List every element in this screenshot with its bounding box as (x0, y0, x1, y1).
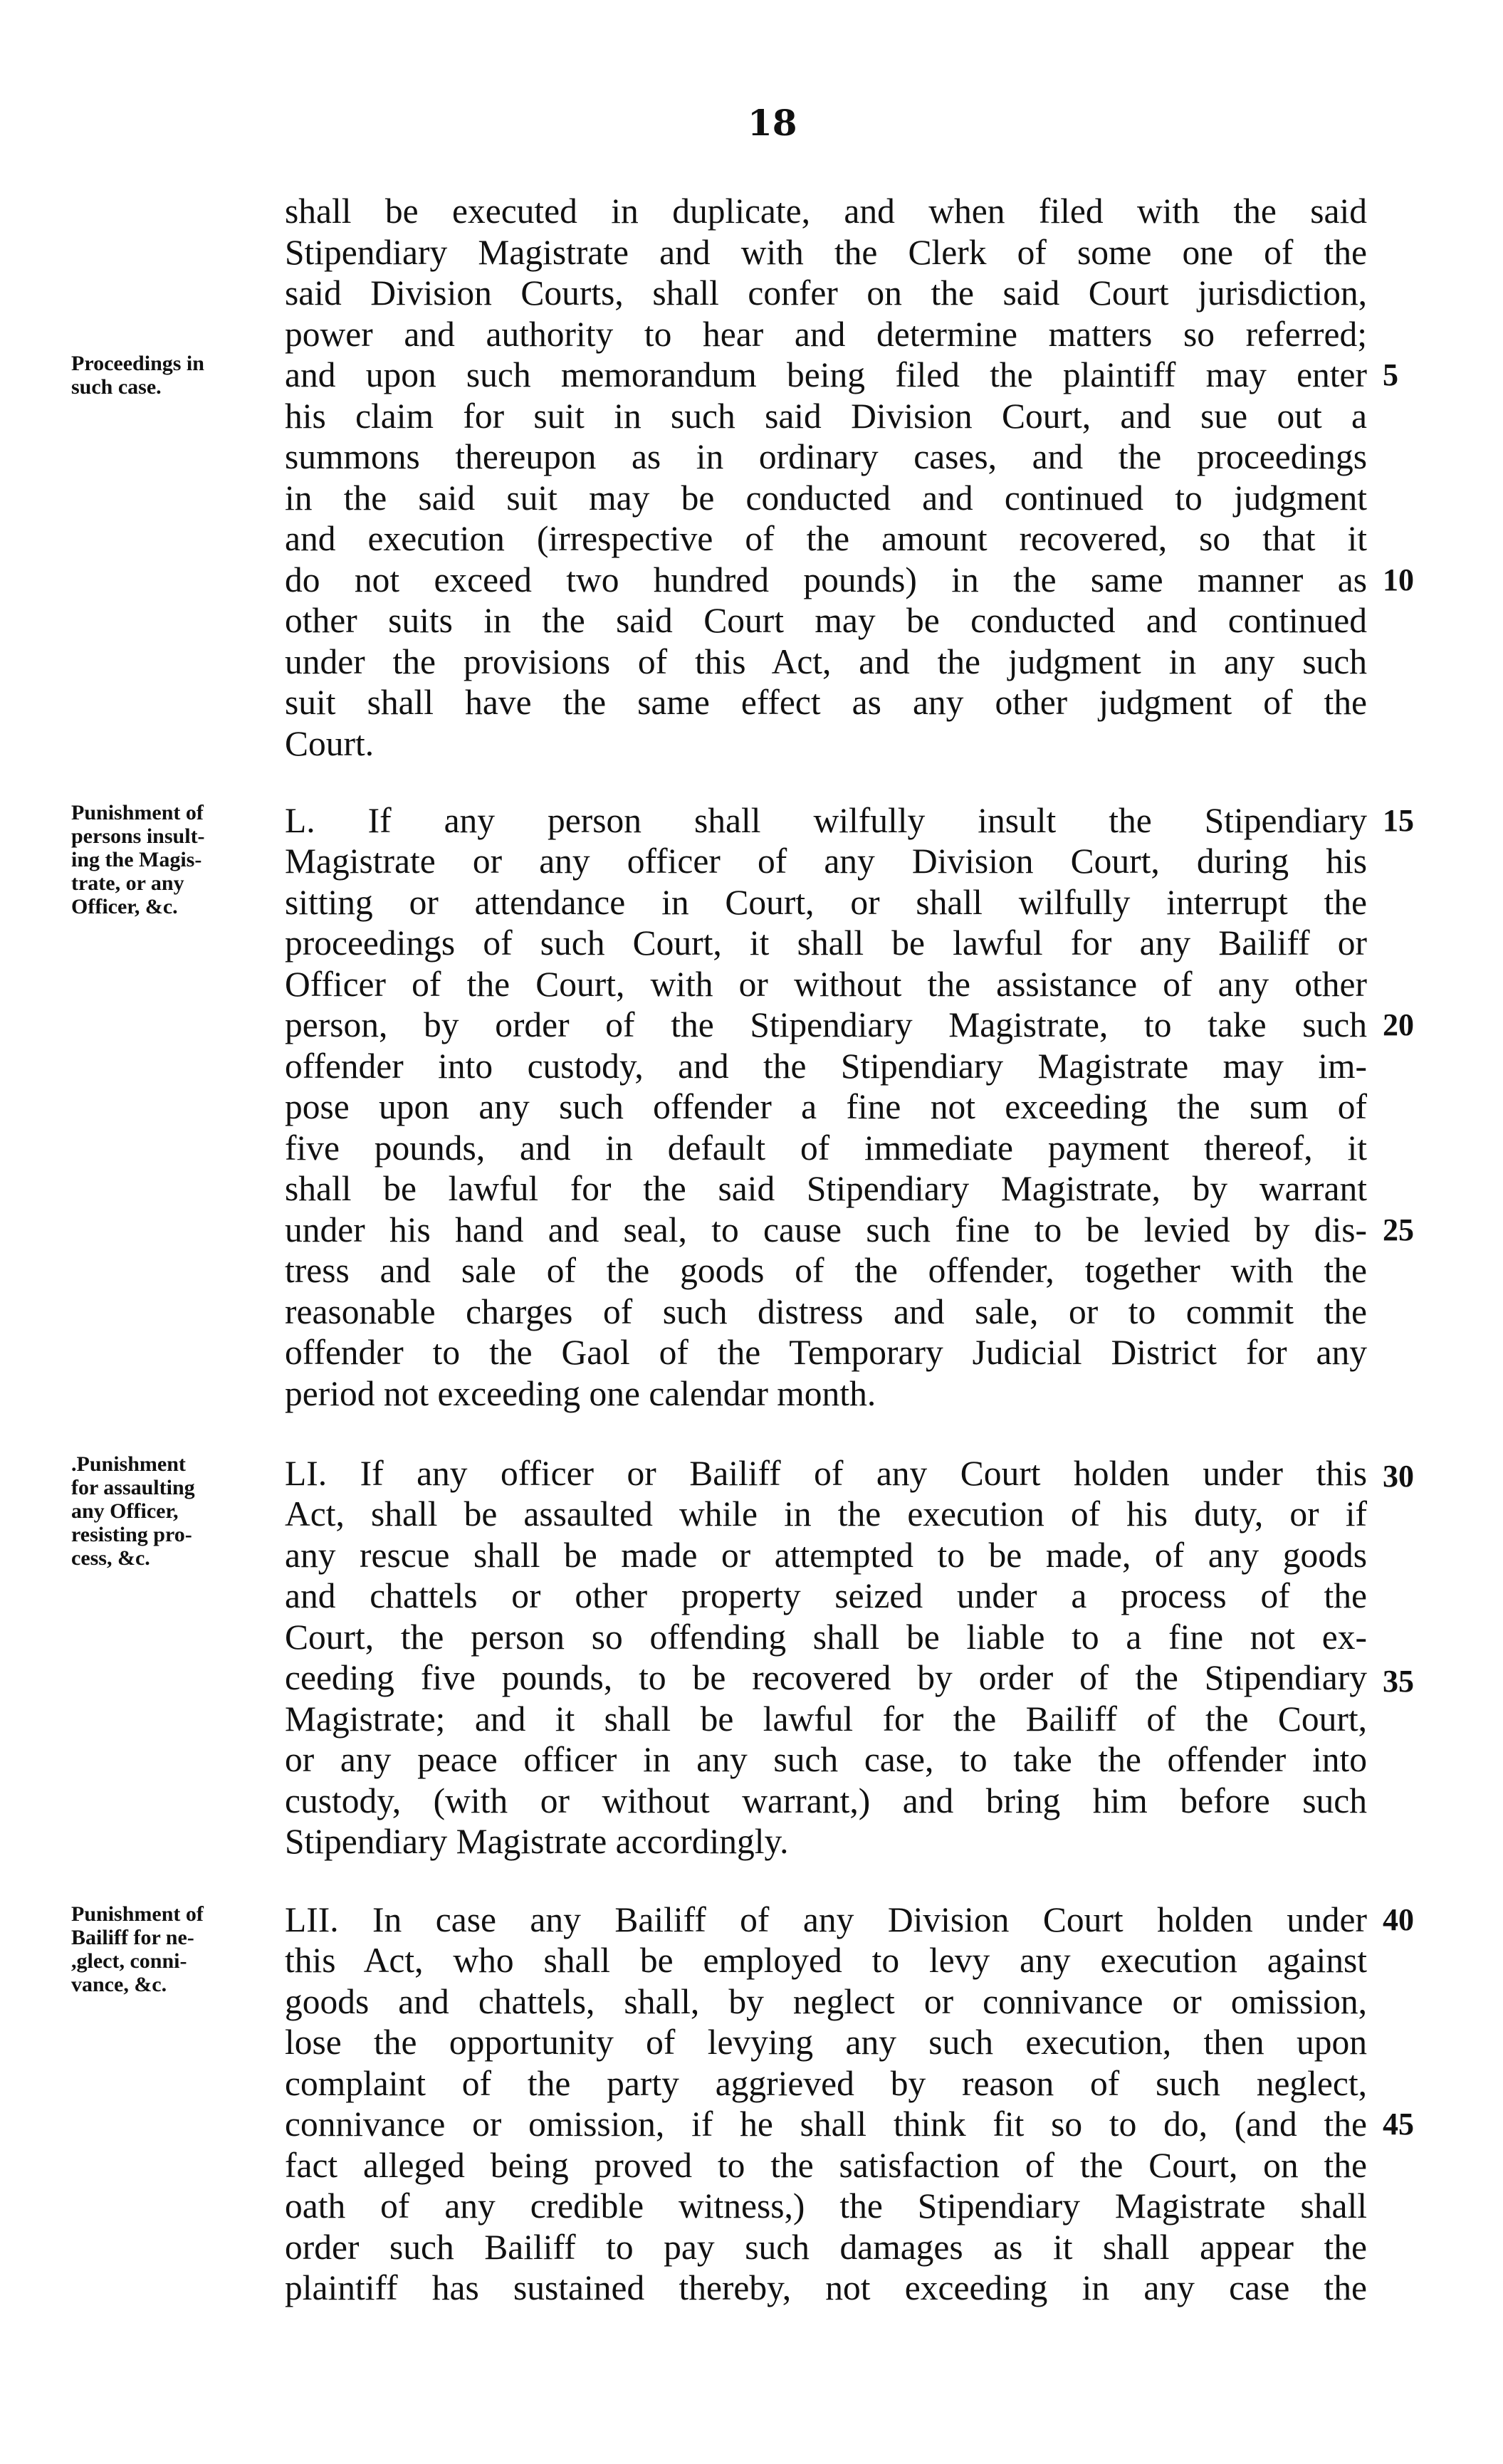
text-line: Magistrate; and it shall be lawful for the Bailiff of the Court, (285, 1699, 1367, 1739)
text-line: Stipendiary Magistrate accordingly. (285, 1822, 789, 1861)
text-line: Officer of the Court, with or without the assistance of any other (285, 965, 1367, 1004)
text-line: sitting or attendance in Court, or shall wilfully interrupt the (285, 883, 1367, 922)
text-line: reasonable charges of such distress and sale, or to commit the (285, 1292, 1367, 1331)
line-number: 40 (1383, 1902, 1414, 1937)
line-number: 5 (1383, 357, 1398, 392)
text-line: lose the opportunity of levying any such execution, then upon (285, 2023, 1367, 2062)
text-line: tress and sale of the goods of the offender, together with the (285, 1251, 1367, 1290)
text-line: complaint of the party aggrieved by reason of such neglect, (285, 2064, 1367, 2103)
margin-note-line: trate, or any (71, 871, 184, 895)
margin-note-line: Proceedings in (71, 352, 204, 375)
text-line: offender into custody, and the Stipendiary Magistrate may im- (285, 1047, 1367, 1086)
text-line: under the provisions of this Act, and the judgment in any such (285, 642, 1367, 681)
margin-note-line: resisting pro- (71, 1523, 192, 1546)
margin-note-line: ing the Magis- (71, 848, 202, 871)
text-line: order such Bailiff to pay such damages as it shall appear the (285, 2228, 1367, 2267)
text-line: shall be executed in duplicate, and when filed with the said (285, 192, 1367, 231)
text-line: and execution (irrespective of the amount recovered, so that it (285, 519, 1367, 558)
margin-note-punishment-insult (71, 801, 285, 918)
text-line: and chattels or other property seized under a process of the (285, 1576, 1367, 1615)
text-line: shall be lawful for the said Stipendiary Magistrate, by warrant (285, 1169, 1367, 1208)
line-number: 35 (1383, 1664, 1414, 1699)
margin-note-line: Punishment of (71, 1902, 204, 1926)
text-line: period not exceeding one calendar month. (285, 1374, 876, 1413)
text-line: suit shall have the same effect as any other judgment of the (285, 683, 1367, 722)
margin-note-line: .Punishment (71, 1452, 186, 1476)
text-line: Act, shall be assaulted while in the execution of his duty, or if (285, 1494, 1367, 1534)
text-line: oath of any credible witness,) the Stipendiary Magistrate shall (285, 2186, 1367, 2226)
text-line: LII. In case any Bailiff of any Division Court holden under (285, 1900, 1367, 1939)
text-line: proceedings of such Court, it shall be lawful for any Bailiff or (285, 923, 1367, 963)
text-line: fact alleged being proved to the satisfaction of the Court, on the (285, 2146, 1367, 2185)
text-line: other suits in the said Court may be conducted and continued (285, 601, 1367, 640)
text-line: or any peace officer in any such case, to take the offender into (285, 1740, 1367, 1779)
line-number: 45 (1383, 2107, 1414, 2141)
margin-note-line: Officer, &c. (71, 895, 178, 918)
text-line: in the said suit may be conducted and continued to judgment (285, 478, 1367, 518)
text-line: ceeding five pounds, to be recovered by order of the Stipendiary (285, 1658, 1367, 1697)
line-number: 25 (1383, 1212, 1414, 1247)
margin-note-line: vance, &c. (71, 1973, 167, 1996)
text-line: offender to the Gaol of the Temporary Judicial District for any (285, 1333, 1367, 1372)
text-line: Magistrate or any officer of any Division Court, during his (285, 842, 1367, 881)
text-line: do not exceed two hundred pounds) in the same manner as (285, 560, 1367, 599)
text-line: L. If any person shall wilfully insult the Stipendiary (285, 801, 1367, 840)
text-line: custody, (with or without warrant,) and bring him before such (285, 1781, 1367, 1820)
text-line: any rescue shall be made or attempted to be made, of any goods (285, 1536, 1367, 1575)
text-line: said Division Courts, shall confer on the said Court jurisdiction, (285, 273, 1367, 313)
margin-note-line: any Officer, (71, 1499, 179, 1523)
margin-note-line: ,glect, conni- (71, 1949, 187, 1973)
margin-note-line: for assaulting (71, 1476, 195, 1499)
line-number: 15 (1383, 803, 1414, 838)
margin-note-line: cess, &c. (71, 1546, 150, 1570)
line-number: 20 (1383, 1007, 1414, 1042)
text-line: under his hand and seal, to cause such fine to be levied by dis- (285, 1210, 1367, 1249)
text-line: power and authority to hear and determine matters so referred; (285, 315, 1367, 354)
text-line: LI. If any officer or Bailiff of any Court holden under this (285, 1454, 1367, 1493)
text-line: connivance or omission, if he shall think fit so to do, (and the (285, 2104, 1367, 2144)
text-line: person, by order of the Stipendiary Magistrate, to take such (285, 1005, 1367, 1044)
text-line: plaintiff has sustained thereby, not exceeding in any case the (285, 2268, 1367, 2307)
margin-note-punishment-bailiff (71, 1902, 285, 1996)
text-line: goods and chattels, shall, by neglect or connivance or omission, (285, 1982, 1367, 2021)
text-line: Court, the person so offending shall be liable to a fine not ex- (285, 1618, 1367, 1657)
margin-note-proceedings (71, 352, 285, 399)
text-line: five pounds, and in default of immediate payment thereof, it (285, 1128, 1367, 1168)
text-line: summons thereupon as in ordinary cases, and the proceedings (285, 437, 1367, 476)
text-line: his claim for suit in such said Division Court, and sue out a (285, 397, 1367, 436)
line-number: 30 (1383, 1459, 1414, 1494)
text-line: and upon such memorandum being filed the plaintiff may enter (285, 355, 1367, 394)
margin-note-line: Punishment of (71, 801, 204, 824)
text-line: this Act, who shall be employed to levy any execution against (285, 1941, 1367, 1980)
line-number: 10 (1383, 562, 1414, 597)
margin-note-line: persons insult- (71, 824, 205, 848)
text-line: Stipendiary Magistrate and with the Clerk of some one of the (285, 233, 1367, 272)
text-line: Court. (285, 724, 375, 763)
page-number: 18 (748, 102, 797, 144)
margin-note-punishment-assault (71, 1452, 285, 1570)
margin-note-line: Bailiff for ne- (71, 1926, 194, 1949)
margin-note-line: such case. (71, 375, 162, 399)
text-line: pose upon any such offender a fine not exceeding the sum of (285, 1087, 1367, 1126)
